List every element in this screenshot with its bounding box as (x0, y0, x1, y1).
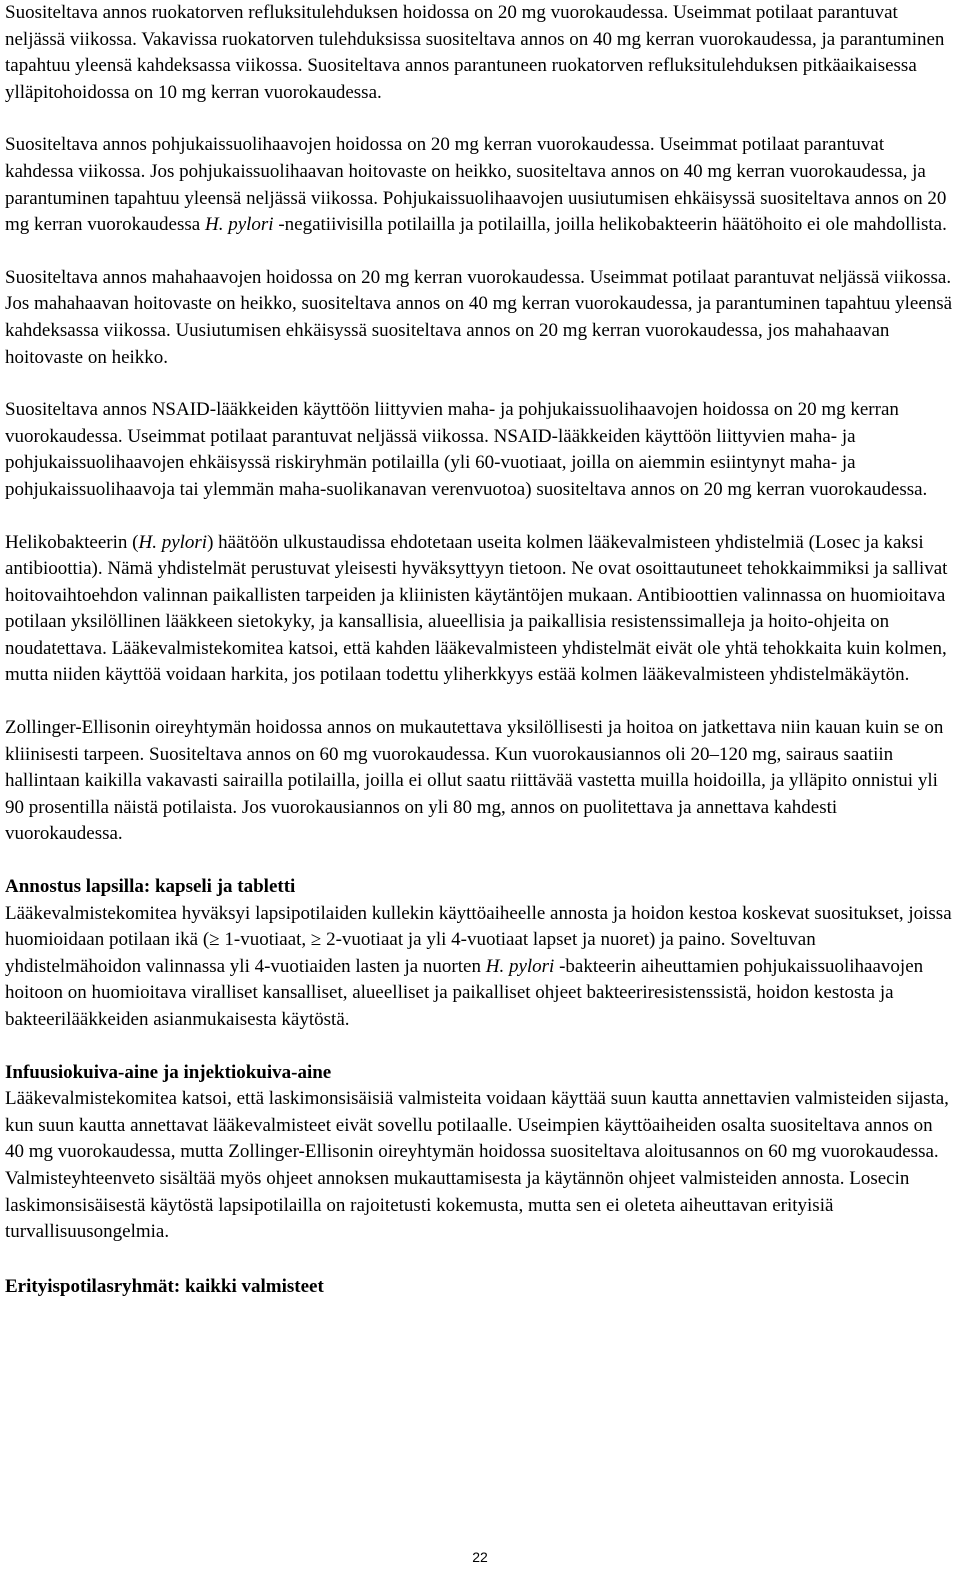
pediatric-text-end: -bakteerin aiheuttamien pohjukaissuolihaavojen hoitoon on huomioitava viralliset kansalliset, alueelliset ja paikalliset ohjeet bakteeriresistenssistä, hoidon kestosta ja bakteerilääkkeiden asianmukaisesta käytöstä. (5, 955, 924, 1030)
paragraph-zollinger-ellison: Zollinger-Ellisonin oireyhtymän hoidossa annos on mukautettava yksilöllisesti ja hoitoa on jatkettava niin kauan kuin se on kliinisesti tarpeen. Suositeltava annos on 60 mg vuorokaudessa. Kun vuorokausiannos oli 20–120 mg, sairaus saatiin hallintaan kaikilla vakavasti sairailla potilailla, joilla ei ollut saatu riittävää vastetta muilla hoidoilla, ja ylläpito onnistui yli 90 prosentilla näistä potilaista. Jos vuorokausiannos on yli 80 mg, annos on puolitettava ja annettava kahdesti vuorokaudessa. (5, 717, 944, 845)
eradication-text-end: ) häätöön ulkustaudissa ehdotetaan useita kolmen lääkevalmisteen yhdistelmiä (Losec ja kaksi antibioottia). Nämä yhdistelmät perustuvat yleisesti hyväksyttyyn tietoon. Ne ovat osoittautuneet tehokkaimmiksi ja sallivat hoitovaihtoehdon valinnan paikallisten tarpeiden ja kliinisten käytäntöjen mukaan. Antibioottien valinnassa on huomioitava potilaan yksilöllinen lääkkeen sietokyky, ja kansallisia, alueellisia ja paikallisia resistenssimalleja ja hoito-ohjeita on noudatettava. Lääkevalmistekomitea katsoi, että kahden lääkevalmisteen yhdistelmät eivät ole yhtä tehokkaita kuin kolmen, mutta niiden käyttöä voidaan harkita, jos potilaan todettu yliherkkyys estää kolmen lääkevalmisteen yhdistelmäkäytön. (5, 531, 948, 686)
h-pylori-italic: H. pylori (204, 214, 274, 236)
duodenal-text-start: Suositeltava annos pohjukaissuolihaavojen hoidossa on 20 mg kerran vuorokaudessa. Useimmat potilaat parantuvat kahdessa viikossa. Jos pohjukaissuolihaavan hoitovaste on heikko, suositeltava annos on 40 mg kerran vuorokaudessa, ja parantuminen tapahtuu yleensä neljässä viikossa. Pohjukaissuolihaavojen uusiutumisen ehkäisyssä suositeltava annos on 20 mg kerran vuorokaudessa (5, 134, 947, 236)
paragraph-gastric-ulcers: Suositeltava annos mahahaavojen hoidossa on 20 mg kerran vuorokaudessa. Useimmat potilaat parantuvat neljässä viikossa. Jos mahahaavan hoitovaste on heikko, suositeltava annos on 40 mg kerran vuorokaudessa, ja parantuminen tapahtuu yleensä kahdeksassa viikossa. Uusiutumisen ehkäisyssä suositeltava annos on 20 mg kerran vuorokaudessa, jos mahahaavan hoitovaste on heikko. (5, 266, 953, 368)
document-page (5, 0, 955, 1300)
paragraph-iv-formulations: Lääkevalmistekomitea katsoi, että laskimonsisäisiä valmisteita voidaan käyttää suun kautta annettavien valmisteiden sijasta, kun suun kautta annettavat lääkevalmisteet eivät sovellu potilaalle. Useimpien käyttöaiheiden osalta suositeltava annos on 40 mg vuorokaudessa, mutta Zollinger-Ellisonin oireyhtymän hoidossa suositeltava aloitusannos on 60 mg vuorokaudessa. Valmisteyhteenveto sisältää myös ohjeet annoksen mukauttamisesta ja käytännön ohjeet valmisteiden annosta. Losecin laskimonsisäisestä käytöstä lapsipotilailla on rajoitetusti kokemusta, mutta sen ei oleteta aiheuttavan erityisiä turvallisuusongelmia. (5, 1088, 949, 1243)
page-number: 22 (472, 1549, 488, 1565)
paragraph-nsaid-ulcers: Suositeltava annos NSAID-lääkkeiden käyttöön liittyvien maha- ja pohjukaissuolihaavojen hoidossa on 20 mg kerran vuorokaudessa. Useimmat potilaat parantuvat neljässä viikossa. NSAID-lääkkeiden käyttöön liittyvien maha- ja pohjukaissuolihaavojen ehkäisyssä riskiryhmän potilailla (yli 60-vuotiaat, joilla on aiemmin esiintynyt maha- ja pohjukaissuolihaavoja tai ylemmän maha-suolikanavan verenvuotoa) suositeltava annos on 20 mg kerran vuorokaudessa. (5, 399, 928, 500)
h-pylori-italic: H. pylori (138, 531, 208, 553)
eradication-text-start: Helikobakteerin ( (5, 531, 139, 553)
paragraph-reflux-esophagitis: Suositeltava annos ruokatorven refluksitulehduksen hoidossa on 20 mg vuorokaudessa. Useimmat potilaat parantuvat neljässä viikossa. Vakavissa ruokatorven tulehduksissa suositeltava annos on 40 mg kerran vuorokaudessa, ja parantuminen tapahtuu yleensä kahdeksassa viikossa. Suositeltava annos parantuneen ruokatorven refluksitulehduksen pitkäaikaisessa ylläpitohoidossa on 10 mg kerran vuorokaudessa. (5, 2, 945, 103)
heading-pediatric-dosing: Annostus lapsilla: kapseli ja tabletti (5, 876, 296, 898)
paragraph-duodenal-ulcers (5, 132, 955, 238)
heading-special-populations: Erityispotilasryhmät: kaikki valmisteet (5, 1275, 324, 1297)
paragraph-h-pylori-eradication (5, 530, 955, 690)
h-pylori-italic: H. pylori (485, 955, 555, 977)
paragraph-pediatric-dosing (5, 901, 955, 1034)
heading-iv-formulations: Infuusiokuiva-aine ja injektiokuiva-aine (5, 1061, 332, 1083)
pediatric-text-start: Lääkevalmistekomitea hyväksyi lapsipotilaiden kullekin käyttöaiheelle annosta ja hoidon kestoa koskevat suositukset, joissa huomioidaan potilaan ikä (≥ 1-vuotiaat, ≥ 2-vuotiaat ja yli 4-vuotiaat lapset ja nuoret) ja paino. Soveltuvan yhdistelmähoidon valinnassa yli 4-vuotiaiden lasten ja nuorten (5, 902, 952, 977)
duodenal-text-end: -negatiivisilla potilailla ja potilailla, joilla helikobakteerin häätöhoito ei ole mahdollista. (273, 214, 947, 236)
